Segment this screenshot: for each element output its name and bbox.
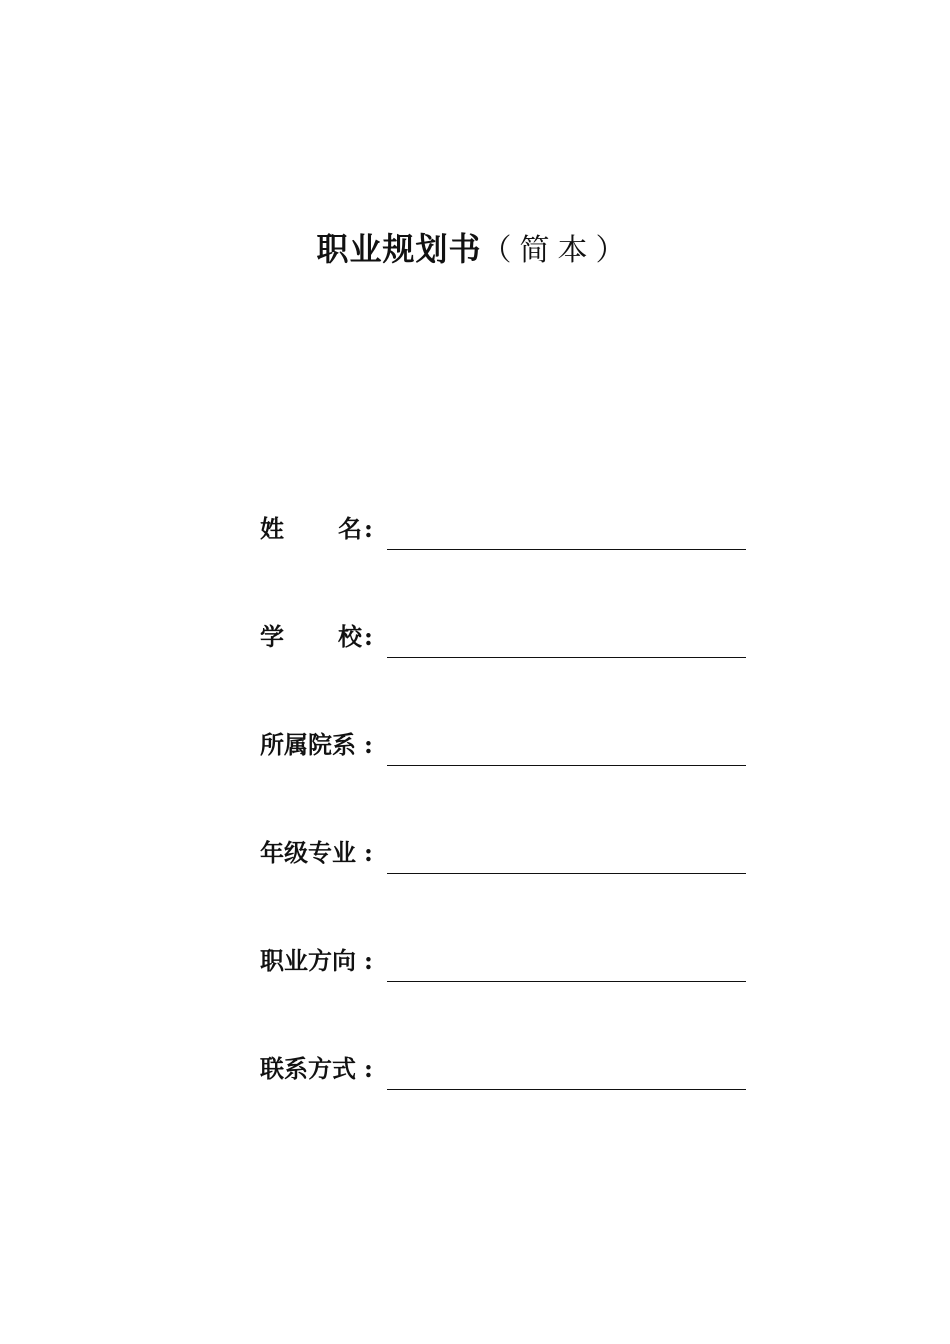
school-label-char-2: 校 [338,622,362,651]
contact-input-line[interactable] [387,1089,746,1090]
name-field[interactable] [260,512,746,546]
school-label-char-1: 学 [260,622,284,651]
title-main: 职业规划书 [316,230,482,268]
department-colon: : [364,730,373,759]
grade-major-label: 年级专业 [260,838,356,867]
grade-major-colon: : [364,838,373,867]
career-direction-colon: : [364,946,373,975]
name-label-char-2: 名 [338,514,362,543]
name-colon: : [364,514,373,543]
department-field[interactable] [260,728,746,762]
document-title [0,224,950,270]
school-colon: : [364,622,373,651]
contact-label: 联系方式 [260,1054,356,1083]
department-label: 所属院系 [260,730,356,759]
name-input-line[interactable] [387,549,746,550]
grade-major-field[interactable] [260,836,746,870]
department-input-line[interactable] [387,765,746,766]
school-input-line[interactable] [387,657,746,658]
career-direction-input-line[interactable] [387,981,746,982]
title-subtitle: （简本） [481,233,634,268]
contact-colon: : [364,1054,373,1083]
contact-field[interactable] [260,1052,746,1086]
school-label [260,620,362,654]
grade-major-input-line[interactable] [387,873,746,874]
career-direction-label: 职业方向 [260,946,356,975]
name-label [260,512,362,546]
career-direction-field[interactable] [260,944,746,978]
name-label-char-1: 姓 [260,514,284,543]
school-field[interactable] [260,620,746,654]
